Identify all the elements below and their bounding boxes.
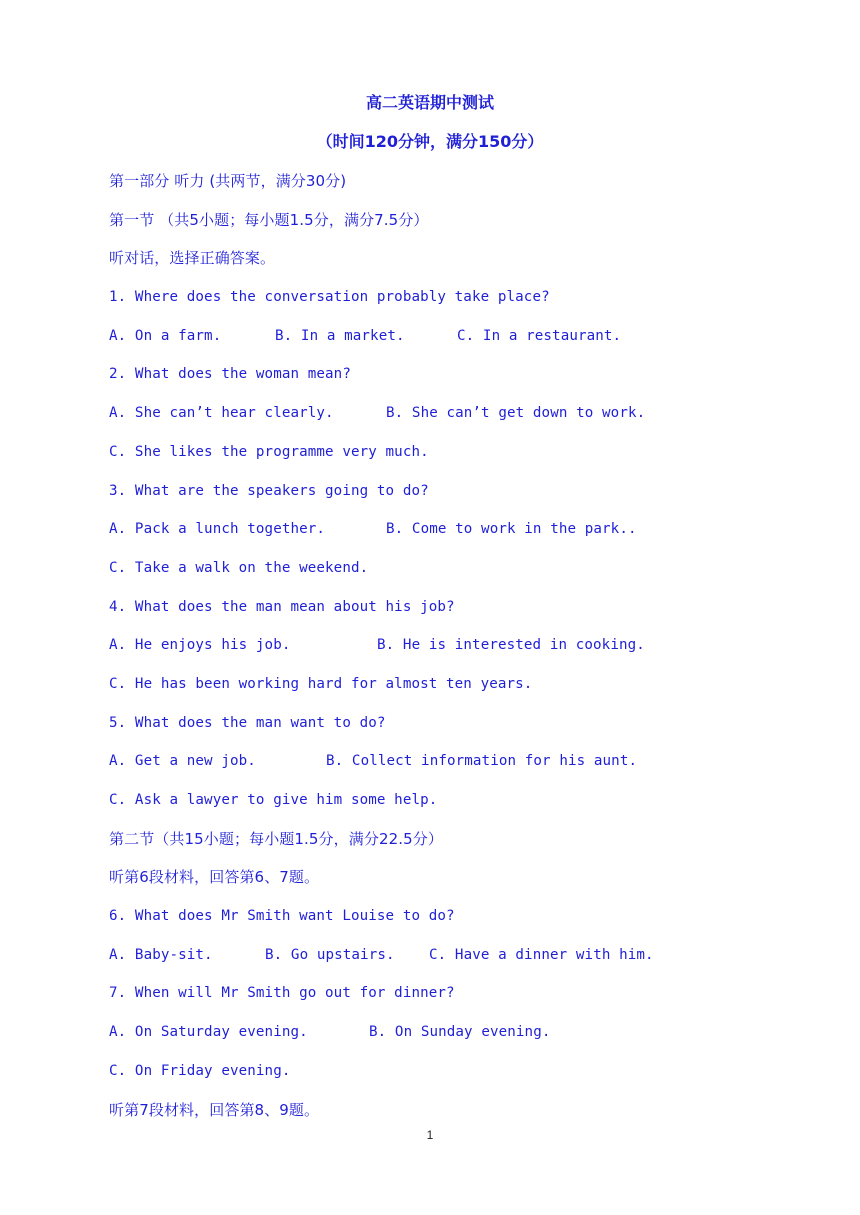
q2-option-a: A. She can’t hear clearly. xyxy=(109,405,334,422)
question-7-options xyxy=(109,1021,809,1060)
q5-option-c: C. Ask a lawyer to give him some help. xyxy=(109,792,438,808)
q7-option-b: B. On Sunday evening. xyxy=(369,1024,551,1041)
q5-option-b: B. Collect information for his aunt. xyxy=(326,753,638,770)
material-6-instruction: 听第6段材料，回答第6、7题。 xyxy=(109,868,320,887)
q3-option-a: A. Pack a lunch together. xyxy=(109,521,326,538)
question-5: 5. What does the man want to do? xyxy=(109,714,386,731)
q2-option-b: B. She can’t get down to work. xyxy=(386,405,646,422)
page-number: 1 xyxy=(426,1128,434,1142)
part1-heading: 第一部分 听力 (共两节，满分30分) xyxy=(109,172,347,190)
question-1: 1. Where does the conversation probably take place? xyxy=(109,289,550,306)
exam-content xyxy=(109,170,809,1137)
question-7: 7. When will Mr Smith go out for dinner? xyxy=(109,985,455,1002)
q1-option-c: C. In a restaurant. xyxy=(457,327,622,344)
q7-option-a: A. On Saturday evening. xyxy=(109,1024,308,1041)
q3-option-c: C. Take a walk on the weekend. xyxy=(109,559,369,576)
q1-option-b: B. In a market. xyxy=(275,327,405,344)
q5-option-a: A. Get a new job. xyxy=(109,753,256,770)
q4-option-b: B. He is interested in cooking. xyxy=(377,637,645,654)
q6-option-c: C. Have a dinner with him. xyxy=(429,946,654,963)
page-subtitle: （时间120分钟，满分150分） xyxy=(316,132,544,151)
question-6-options xyxy=(109,944,809,983)
question-3: 3. What are the speakers going to do? xyxy=(109,482,429,499)
q2-option-c: C. She likes the programme very much. xyxy=(109,443,429,460)
question-5-options xyxy=(109,750,809,789)
question-1-options xyxy=(109,325,809,364)
q1-option-a: A. On a farm. xyxy=(109,327,222,344)
q3-option-b: B. Come to work in the park.. xyxy=(386,521,637,538)
question-2: 2. What does the woman mean? xyxy=(109,366,351,383)
question-6: 6. What does Mr Smith want Louise to do? xyxy=(109,908,455,925)
q7-option-c: C. On Friday evening. xyxy=(109,1062,291,1079)
section1-instruction: 听对话，选择正确答案。 xyxy=(109,249,276,268)
q6-option-b: B. Go upstairs. xyxy=(265,946,395,963)
page-title: 高二英语期中测试 xyxy=(365,93,494,112)
question-4: 4. What does the man mean about his job? xyxy=(109,598,455,615)
q4-option-a: A. He enjoys his job. xyxy=(109,637,291,654)
q4-option-c: C. He has been working hard for almost ten years. xyxy=(109,675,533,692)
section1-heading: 第一节 （共5小题；每小题1.5分，满分7.5分） xyxy=(109,210,429,229)
section2-heading: 第二节（共15小题；每小题1.5分，满分22.5分） xyxy=(109,829,443,848)
material-7-instruction: 听第7段材料，回答第8、9题。 xyxy=(109,1100,320,1119)
q6-option-a: A. Baby-sit. xyxy=(109,946,213,963)
question-3-options xyxy=(109,518,809,557)
question-4-options xyxy=(109,634,809,673)
question-2-options xyxy=(109,402,809,441)
